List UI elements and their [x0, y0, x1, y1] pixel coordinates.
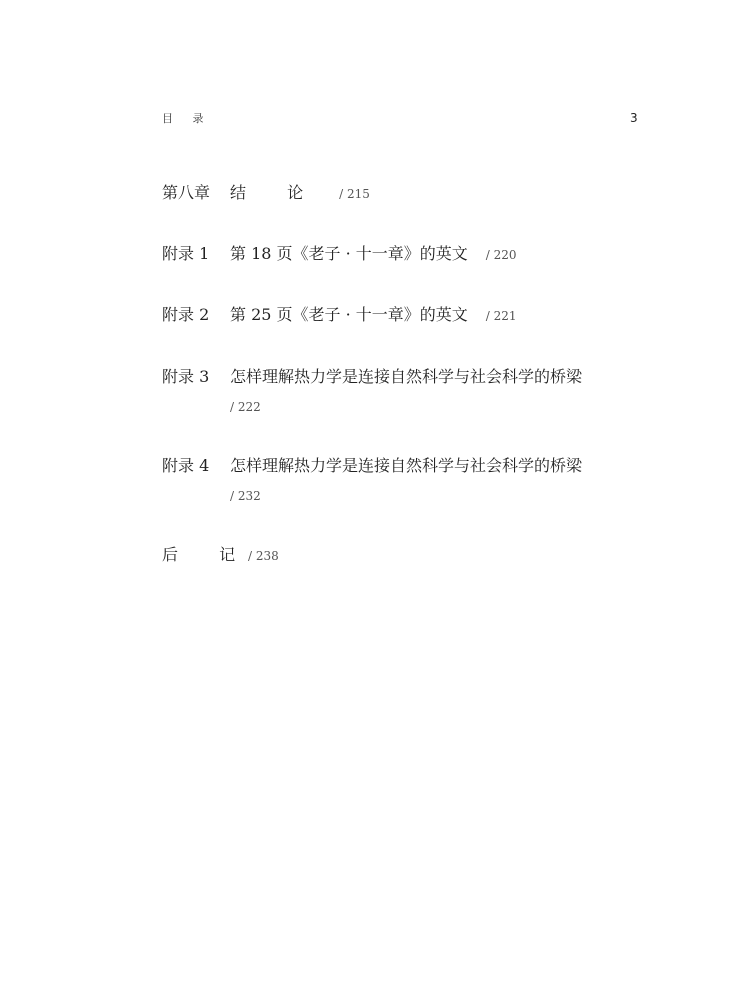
toc-entry-afterword[interactable] — [162, 545, 279, 566]
toc-entry-title: 怎样理解热力学是连接自然科学与社会科学的桥梁 — [230, 367, 583, 386]
toc-entry-label: 附录 2 — [162, 305, 210, 324]
toc-entry-title: 怎样理解热力学是连接自然科学与社会科学的桥梁 — [230, 456, 583, 475]
toc-entry-title: 第 25 页《老子 · 十一章》的英文 — [230, 305, 468, 324]
toc-entry-label: 第八章 — [162, 183, 211, 202]
toc-entry-appendix-3[interactable] — [162, 367, 583, 414]
toc-entry-chapter-8[interactable] — [162, 183, 370, 204]
toc-entry-title: 第 18 页《老子 · 十一章》的英文 — [230, 244, 468, 263]
toc-entry-title: 结 论 — [230, 183, 322, 202]
toc-entry-label: 后 记 — [162, 545, 254, 564]
toc-entry-page: / 238 — [248, 549, 279, 563]
toc-entry-page: / 232 — [230, 489, 261, 503]
page-number: 3 — [630, 111, 638, 125]
toc-entry-appendix-4[interactable] — [162, 456, 583, 503]
toc-entry-page: / 221 — [485, 309, 517, 323]
toc-entry-page: / 215 — [339, 187, 370, 201]
toc-entry-label: 附录 4 — [162, 456, 210, 475]
toc-entry-label: 附录 1 — [162, 244, 210, 263]
running-header-title: 目 录 — [162, 112, 212, 125]
toc-entry-label: 附录 3 — [162, 367, 210, 386]
toc-entry-appendix-2[interactable] — [162, 305, 517, 326]
toc-entry-page: / 222 — [230, 400, 261, 414]
toc-entry-appendix-1[interactable] — [162, 244, 517, 265]
toc-entry-page: / 220 — [485, 248, 517, 262]
